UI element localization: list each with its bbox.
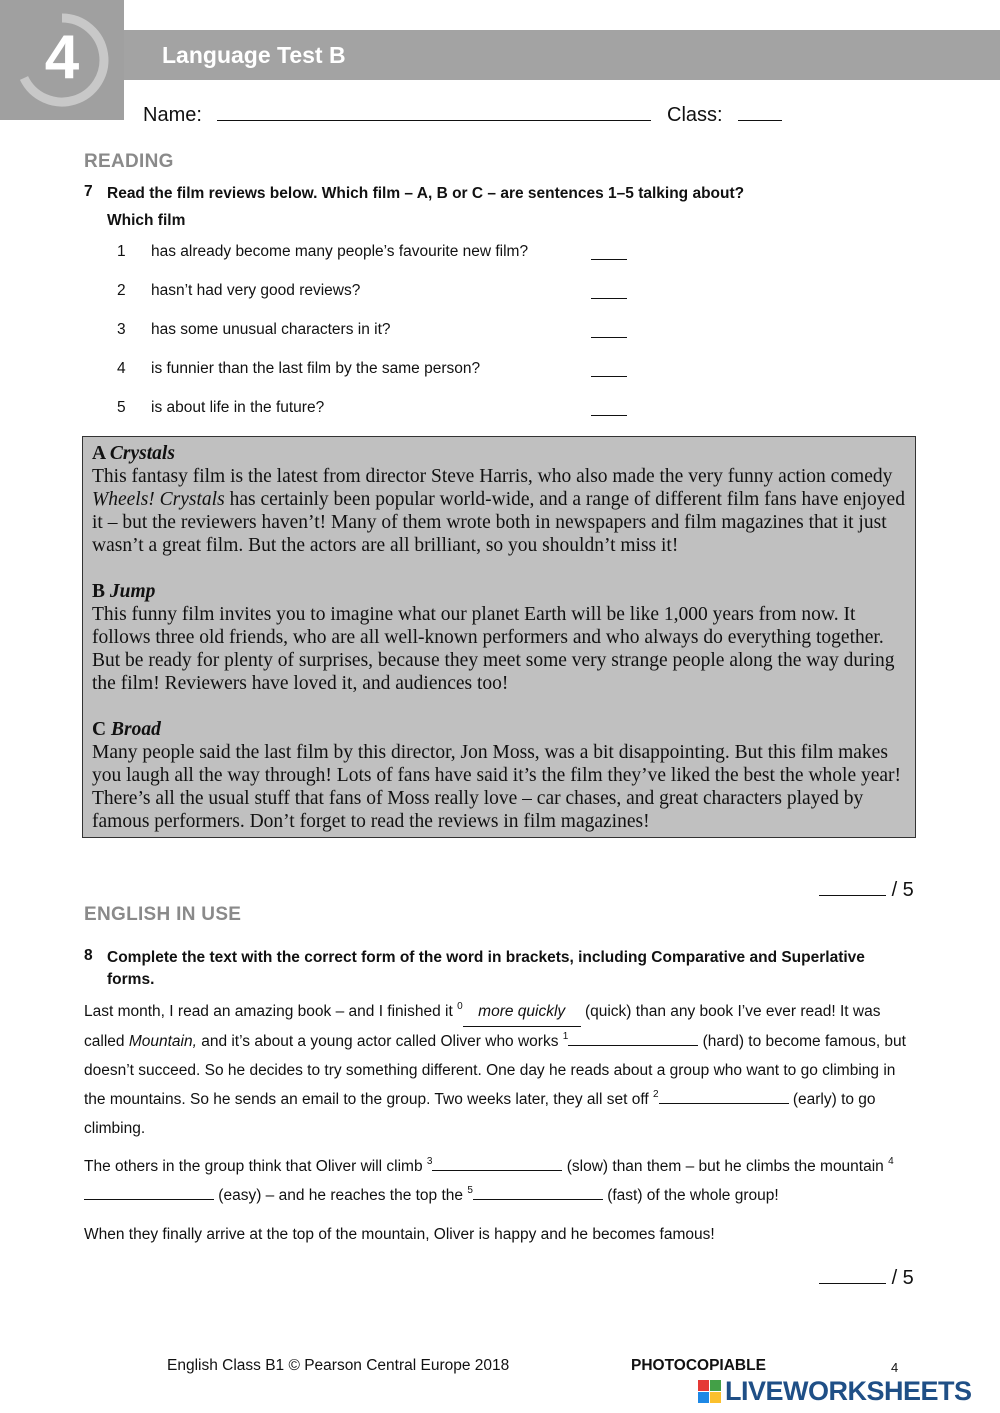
book-title: Mountain, [128,1033,197,1050]
review-letter: B [92,581,106,602]
gap-fill-paragraph-3 [84,1220,914,1249]
review-letter: C [92,719,107,740]
review-title: Crystals [109,443,175,464]
closing-sentence: When they finally arrive at the top of the mountain, Oliver is happy and he becomes famous! [84,1226,715,1243]
gap-text: and it’s about a young actor called Oliver who works [196,1033,563,1050]
unit-badge [0,0,124,120]
review-title: Broad [110,719,161,740]
english-in-use-score [819,1265,914,1290]
reading-heading: READING [84,151,174,172]
review-body [92,465,906,557]
review-a [92,442,906,557]
unit-number: 4 [44,23,80,92]
task-text: Read the film reviews below. Which film – A, B or C – are sentences 1–5 talking about? [107,185,745,202]
question-text: has already become many people’s favourite new film? [151,243,529,260]
review-heading [92,442,906,465]
review-heading [92,580,906,603]
gap-number: 3 [426,1156,433,1167]
gap-text: (early) to go climbing. [84,1091,876,1137]
review-heading [92,718,906,741]
gap-number: 2 [652,1089,659,1100]
gap-number: 5 [467,1185,473,1196]
review-title: Jump [109,581,156,602]
question-number: 5 [117,399,126,416]
score-total: / 5 [891,1267,914,1289]
answer-blank[interactable] [591,298,627,299]
gap-text: The others in the group think that Oliver will climb [84,1158,427,1175]
task-8-instruction [84,947,914,991]
review-b [92,580,906,695]
page-title: Language Test B [162,42,346,68]
question-text: has some unusual characters in it? [151,321,391,338]
review-body: Many people said the last film by this director, Jon Moss, was a bit disappointing. But this film makes you laugh all the way through! Lots of fans have said it’s the film they’ve liked the best the whole year! There’s all the usual stuff that fans of Moss really love – car chases, and great characters played by famous performers. Don’t forget to read the reviews in film magazines! [92,742,902,832]
example-answer: more quickly [463,997,581,1027]
class-label: Class: [667,104,723,126]
gap-5-input[interactable] [473,1184,603,1200]
footer-copyright: English Class B1 © Pearson Central Europe 2018 [167,1357,510,1374]
logo-blocks-icon [698,1380,722,1404]
gap-text: (hard) to become famous, but doesn’t succeed. So he decides to try something different. One day he reads about a group who want to go climbing in the mountains. So he sends an email to the group. Two weeks later, they all set off [84,1033,906,1108]
answer-blank[interactable] [591,415,627,416]
film-reviews-box [82,436,916,838]
liveworksheets-logo[interactable] [698,1376,998,1410]
task-7-instruction [84,183,914,205]
review-text: This fantasy film is the latest from director Steve Harris, who also made the very funny action comedy [92,466,893,487]
gap-text: (quick) than any book I’ve ever read! It was called [84,1003,881,1050]
question-number: 1 [117,243,126,260]
gap-4-input[interactable] [84,1184,214,1200]
question-text: is funnier than the last film by the same person? [151,360,481,377]
name-field[interactable] [217,100,651,121]
question-item [117,399,637,421]
class-field[interactable] [738,100,782,121]
review-text: has certainly been popular world-wide, and a range of different film fans have enjoyed it – but the reviewers haven’t! Many of them wrote both in newspapers and film magazines that it just wasn’t a great film. But the actors are all brilliant, so you shouldn’t miss it! [92,489,905,556]
english-in-use-heading: ENGLISH IN USE [84,904,242,925]
name-class-row [143,100,782,127]
question-number: 2 [117,282,126,299]
question-item [117,360,637,382]
score-total: / 5 [891,879,914,901]
gap-number: 1 [562,1031,569,1042]
gap-number: 0 [457,1001,463,1012]
question-text: is about life in the future? [151,399,325,416]
logo-wordmark: LIVEWORKSHEETS [725,1376,972,1406]
review-body: This funny film invites you to imagine what our planet Earth will be like 1,000 years from now. It follows three old friends, who are all well-known performers and who always do everything together. But be ready for plenty of surprises, because they meet some very strange people along the way during the film! Reviewers have loved it, and audiences too! [92,604,895,694]
answer-blank[interactable] [591,259,627,260]
reading-score [819,877,914,902]
answer-blank[interactable] [591,376,627,377]
score-blank[interactable] [819,1265,886,1284]
gap-number: 4 [888,1156,894,1167]
task-text: Complete the text with the correct form of the word in brackets, including Comparative and Superlative forms. [107,949,865,988]
gap-text: (fast) of the whole group! [602,1187,779,1204]
review-letter: A [92,443,106,464]
score-blank[interactable] [819,877,886,896]
page-number: 4 [891,1360,899,1375]
gap-text: (easy) – and he reaches the top the [214,1187,468,1204]
footer-photocopiable: PHOTOCOPIABLE [631,1357,766,1374]
gap-text: (slow) than them – but he climbs the mountain [562,1158,889,1175]
answer-blank[interactable] [591,337,627,338]
gap-3-input[interactable] [432,1155,562,1171]
review-c [92,718,906,833]
title-bar [124,30,1000,80]
review-text-italic: Wheels! Crystals [92,489,225,510]
gap-2-input[interactable] [659,1088,789,1104]
question-item [117,243,637,265]
task-number: 7 [84,183,93,200]
question-item [117,282,637,304]
question-text: hasn’t had very good reviews? [151,282,361,299]
task-number: 8 [84,947,93,964]
gap-1-input[interactable] [568,1030,698,1046]
question-item [117,321,637,343]
which-film-label: Which film [107,212,186,229]
gap-fill-paragraph-2 [84,1152,914,1210]
question-number: 3 [117,321,126,338]
question-number: 4 [117,360,126,377]
gap-fill-paragraph-1 [84,997,914,1143]
gap-text: Last month, I read an amazing book – and I finished it [84,1003,458,1020]
name-label: Name: [143,104,202,126]
